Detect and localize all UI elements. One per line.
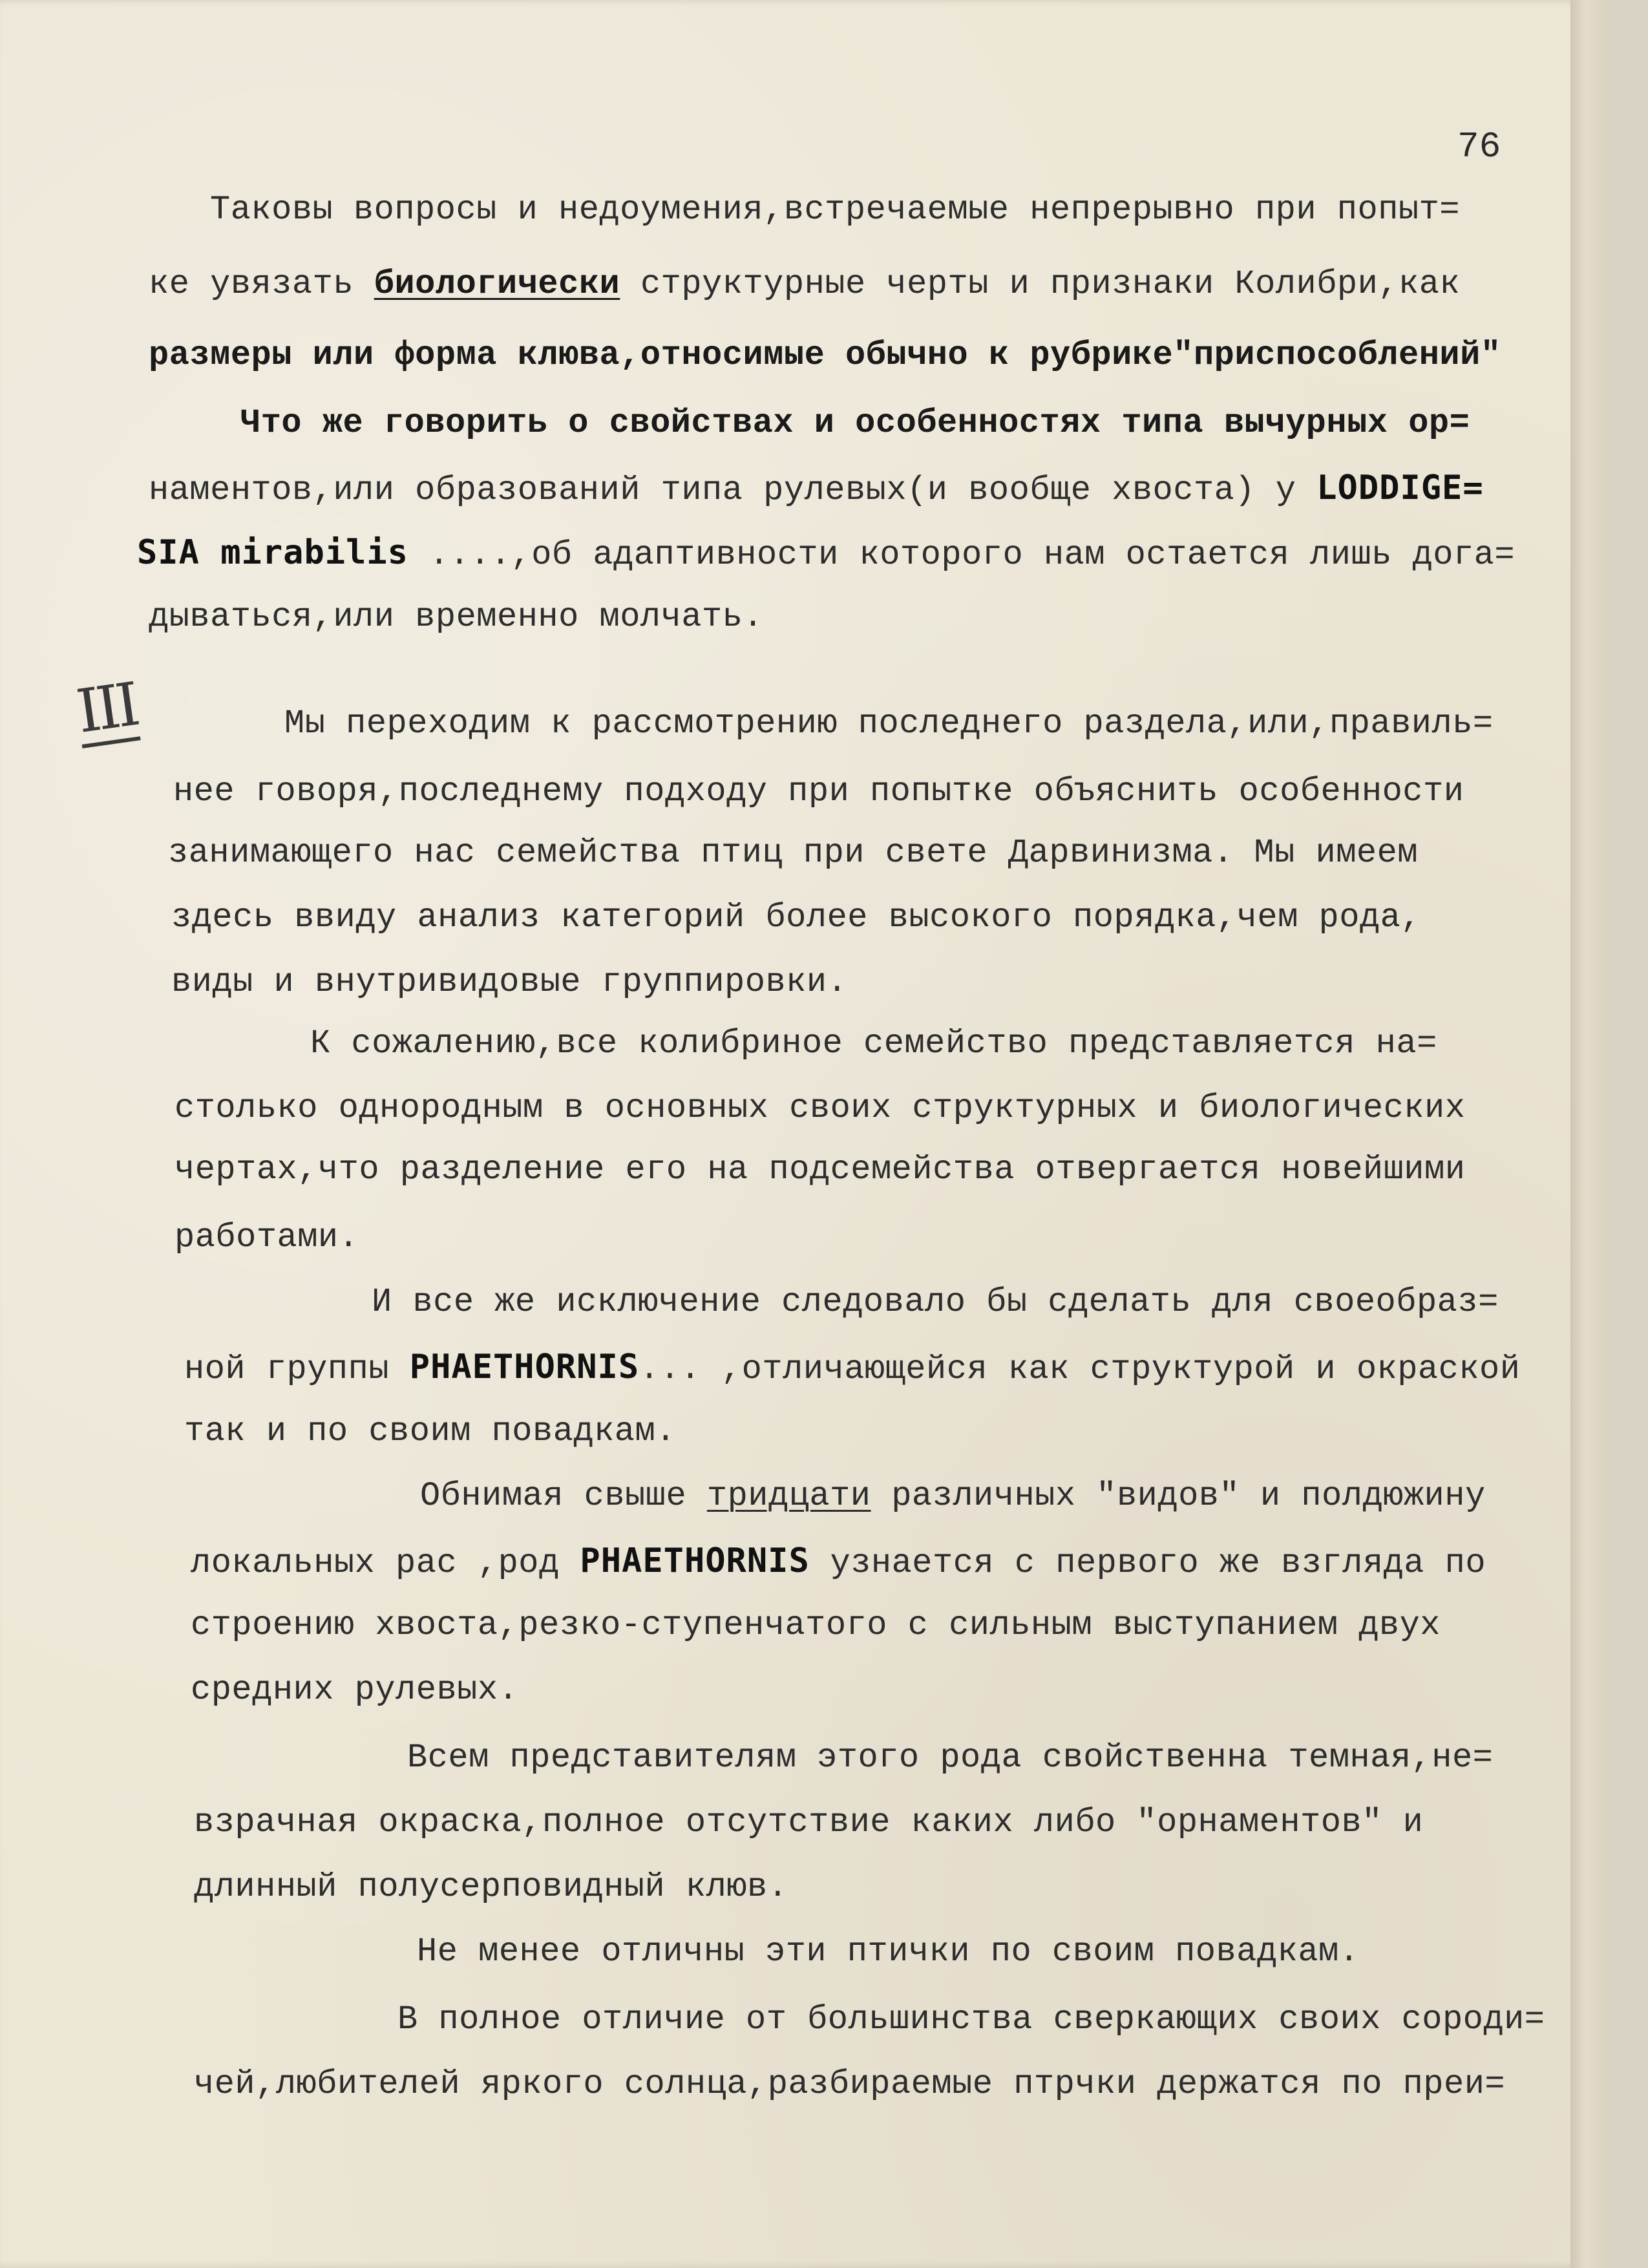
text-line: столько однородным в основных своих структурных и биологических (174, 1089, 1466, 1127)
text-line: средних рулевых. (191, 1671, 519, 1709)
text-line: длинный полусерповидный клюв. (194, 1868, 788, 1906)
latin-species-name: SIA mirabilis (137, 533, 408, 572)
text-line: строению хвоста,резко-ступенчатого с сильным выступанием двух (191, 1606, 1441, 1644)
text-line: локальных рас ,род PHAETHORNIS узнается с первого же взгляда по (191, 1542, 1486, 1582)
text-line: Всем представителям этого рода свойственна темная,не= (407, 1739, 1494, 1777)
text-line: И все же исключение следовало бы сделать для своеобраз= (372, 1283, 1499, 1321)
underlined-word: тридцати (706, 1477, 871, 1515)
latin-genus-name: PHAETHORNIS (580, 1542, 810, 1580)
text-line: ке увязать биологически структурные черты и признаки Колибри,как (149, 265, 1461, 303)
text-line: SIA mirabilis ....,об адаптивности которого нам остается лишь дога= (137, 533, 1516, 574)
text-line: чертах,что разделение его на подсемейства отвергается новейшими (174, 1150, 1466, 1189)
page-edge (1570, 0, 1609, 2268)
underlined-word: биологически (374, 265, 620, 303)
text-line: В полное отличие от большинства сверкающих своих сороди= (397, 2000, 1545, 2039)
text-line: здесь ввиду анализ категорий более высокого порядка,чем рода, (171, 898, 1422, 937)
text-line: взрачная окраска,полное отсутствие каких либо "орнаментов" и (194, 1803, 1424, 1841)
text-line: нее говоря,последнему подходу при попытке объяснить особенности (173, 772, 1464, 811)
text-line: дываться,или временно молчать. (149, 598, 764, 636)
text-line: работами. (174, 1218, 359, 1256)
latin-genus-name: PHAETHORNIS (409, 1348, 640, 1386)
text-line: занимающего нас семейства птиц при свете Дарвинизма. Мы имеем (168, 834, 1419, 872)
text-line: чей,любителей яркого солнца,разбираемые птрчки держатся по преи= (194, 2065, 1506, 2103)
text-line: виды и внутривидовые группировки. (171, 963, 848, 1001)
latin-genus-name: LODDIGE= (1316, 469, 1484, 507)
text-line: Что же говорить о свойствах и особенностях типа вычурных ор= (240, 404, 1470, 442)
text-line: ной группы PHAETHORNIS... ,отличающейся как структурой и окраской (184, 1348, 1521, 1388)
text-line: Не менее отличны эти птички по своим повадкам. (417, 1933, 1360, 1971)
text-line: К сожалению,все колибриное семейство представляется на= (310, 1024, 1437, 1063)
page-number: 76 (1457, 126, 1501, 167)
text-line: Таковы вопросы и недоумения,встречаемые непрерывно при попыт= (210, 191, 1461, 229)
text-line: так и по своим повадкам. (184, 1412, 676, 1450)
margin-section-mark: III (73, 675, 140, 748)
text-line: Обнимая свыше тридцати различных "видов" и полдюжину (420, 1477, 1486, 1515)
text-line: наментов,или образований типа рулевых(и вообще хвоста) у LODDIGE= (149, 469, 1484, 509)
text-line: размеры или форма клюва,относимые обычно к рубрике"приспособлений" (149, 336, 1501, 374)
text-line: Мы переходим к рассмотрению последнего раздела,или,правиль= (284, 705, 1494, 743)
